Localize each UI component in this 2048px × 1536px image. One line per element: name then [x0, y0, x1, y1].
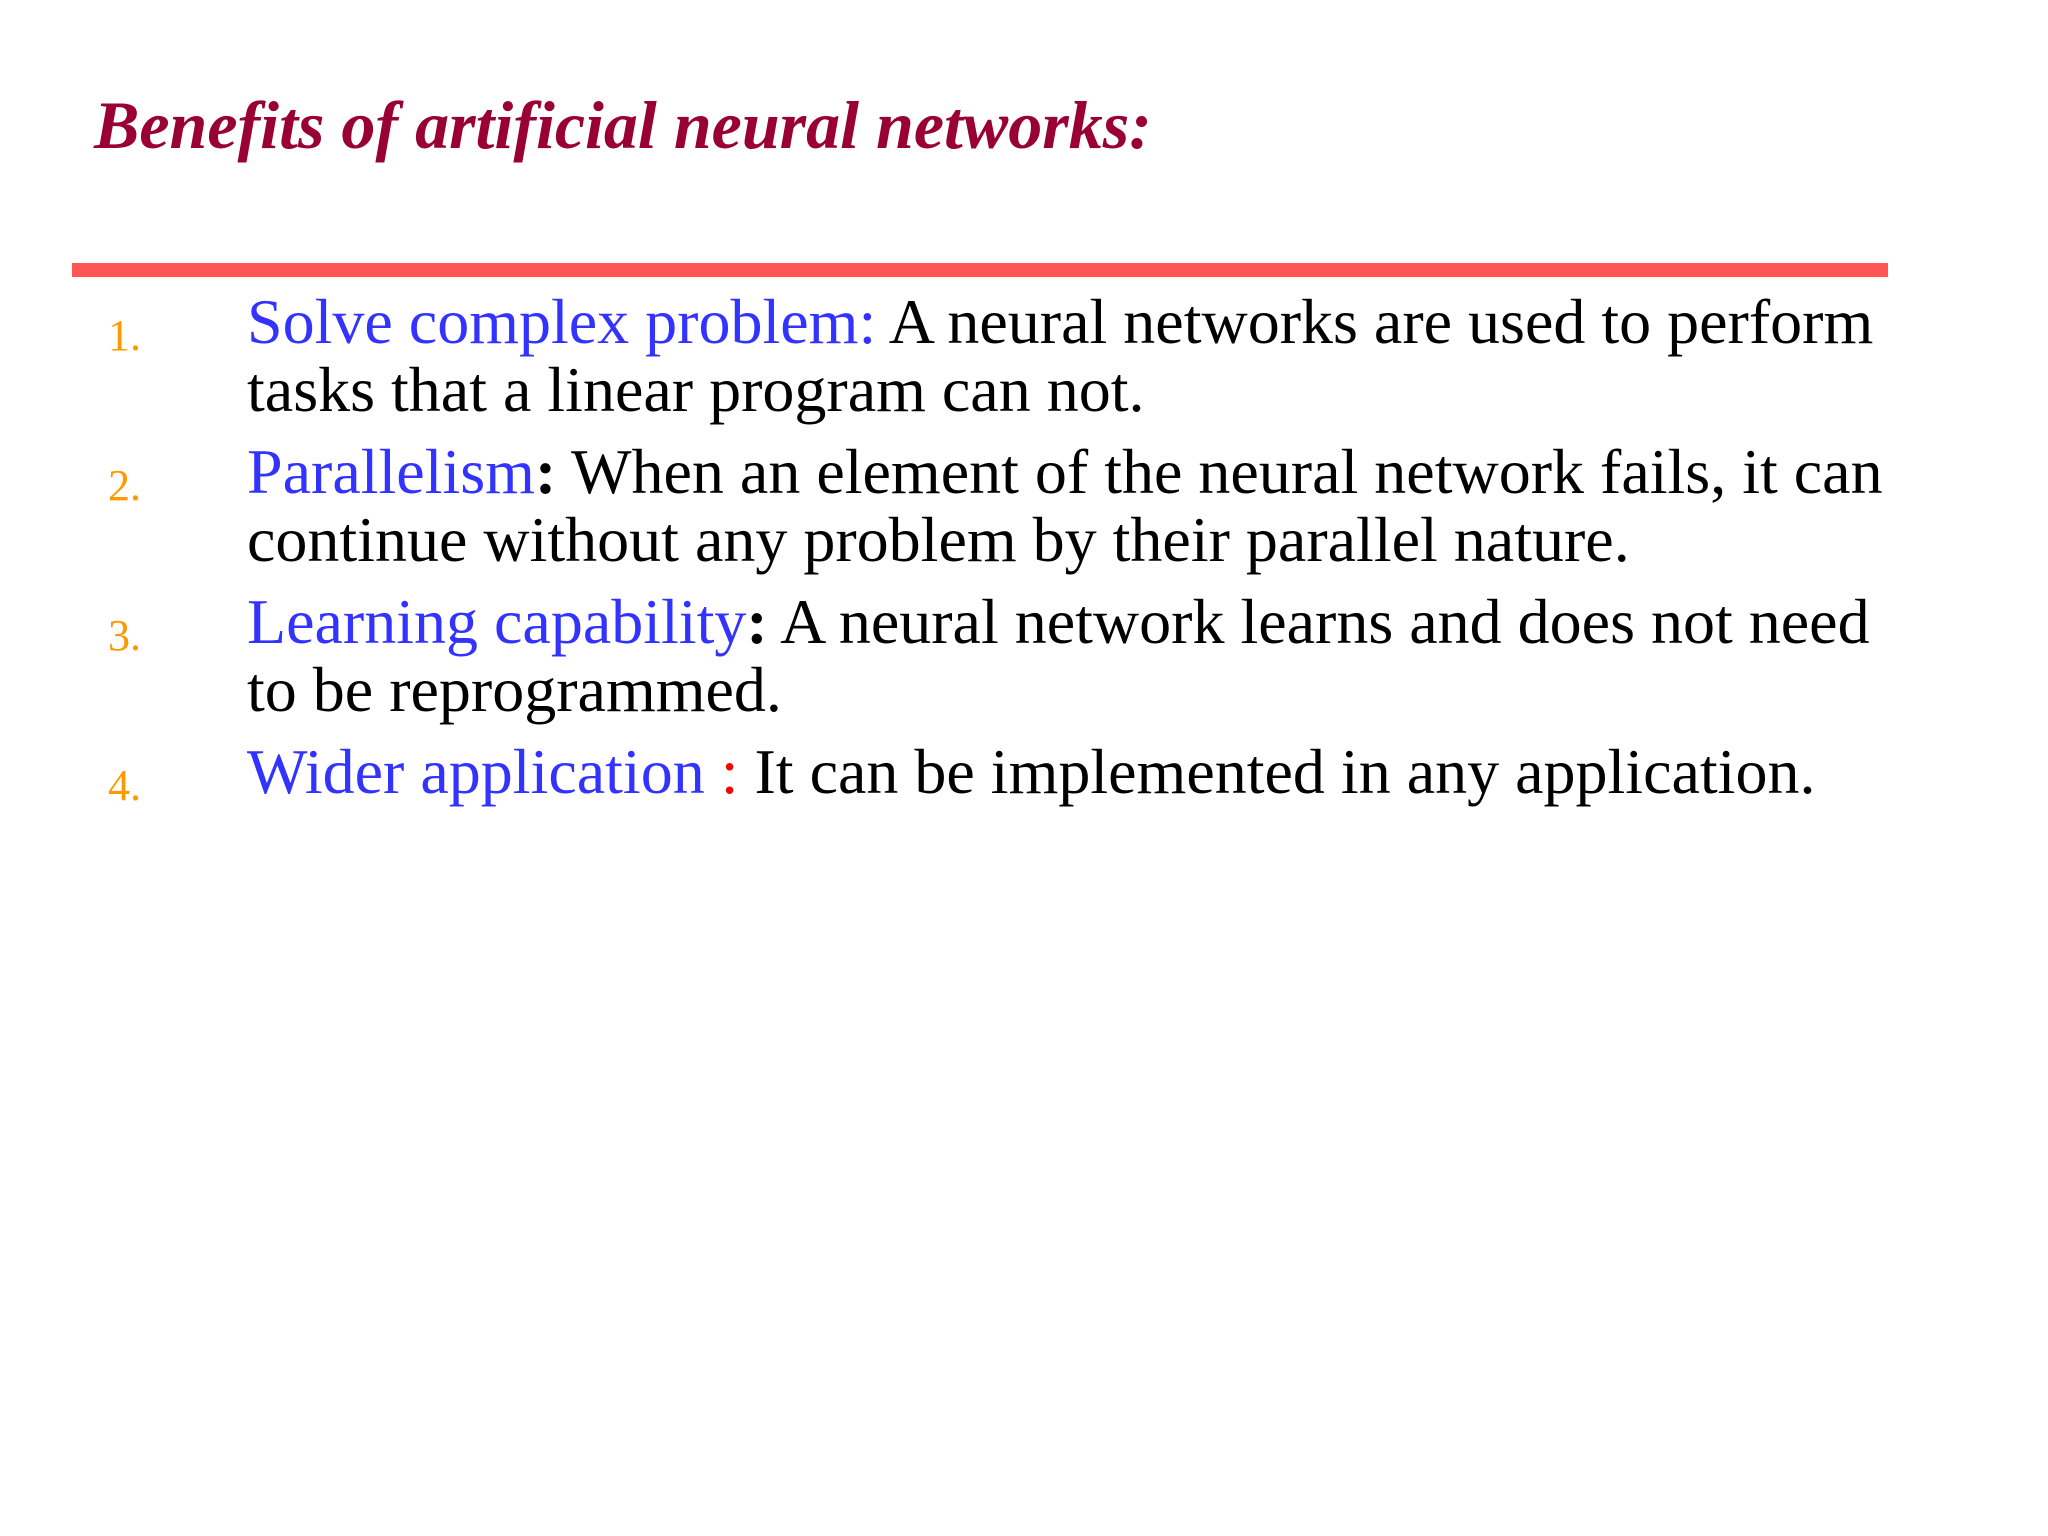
item-number: 3. [108, 611, 141, 660]
item-number: 1. [108, 311, 141, 360]
item-separator: : [534, 436, 557, 507]
item-number: 4. [108, 761, 141, 810]
list-item [0, 736, 2048, 810]
item-separator: : [746, 586, 768, 657]
item-description: A neural networks are used to perform tasks that a linear program can not. [247, 286, 1874, 425]
item-term: Solve complex problem: [247, 286, 877, 357]
benefits-list [0, 288, 2048, 820]
item-separator: : [720, 736, 739, 807]
item-description: It can be implemented in any application. [738, 736, 1816, 807]
item-term: Wider application [247, 736, 721, 807]
item-description: A neural network learns and does not need to be reprogrammed. [247, 586, 1870, 725]
item-term: Parallelism [247, 436, 535, 507]
item-number: 2. [108, 461, 141, 510]
item-text [247, 738, 1917, 806]
title-divider [72, 263, 1888, 277]
item-term: Learning capability [247, 586, 747, 657]
item-text [247, 288, 1917, 424]
item-description: When an element of the neural network fails, it can continue without any problem by their parallel nature. [247, 436, 1883, 575]
slide-title: Benefits of artificial neural networks: [94, 87, 1152, 163]
item-text [247, 588, 1917, 724]
item-text [247, 438, 1917, 574]
list-item [0, 438, 2048, 574]
list-item [0, 288, 2048, 424]
list-item [0, 588, 2048, 724]
